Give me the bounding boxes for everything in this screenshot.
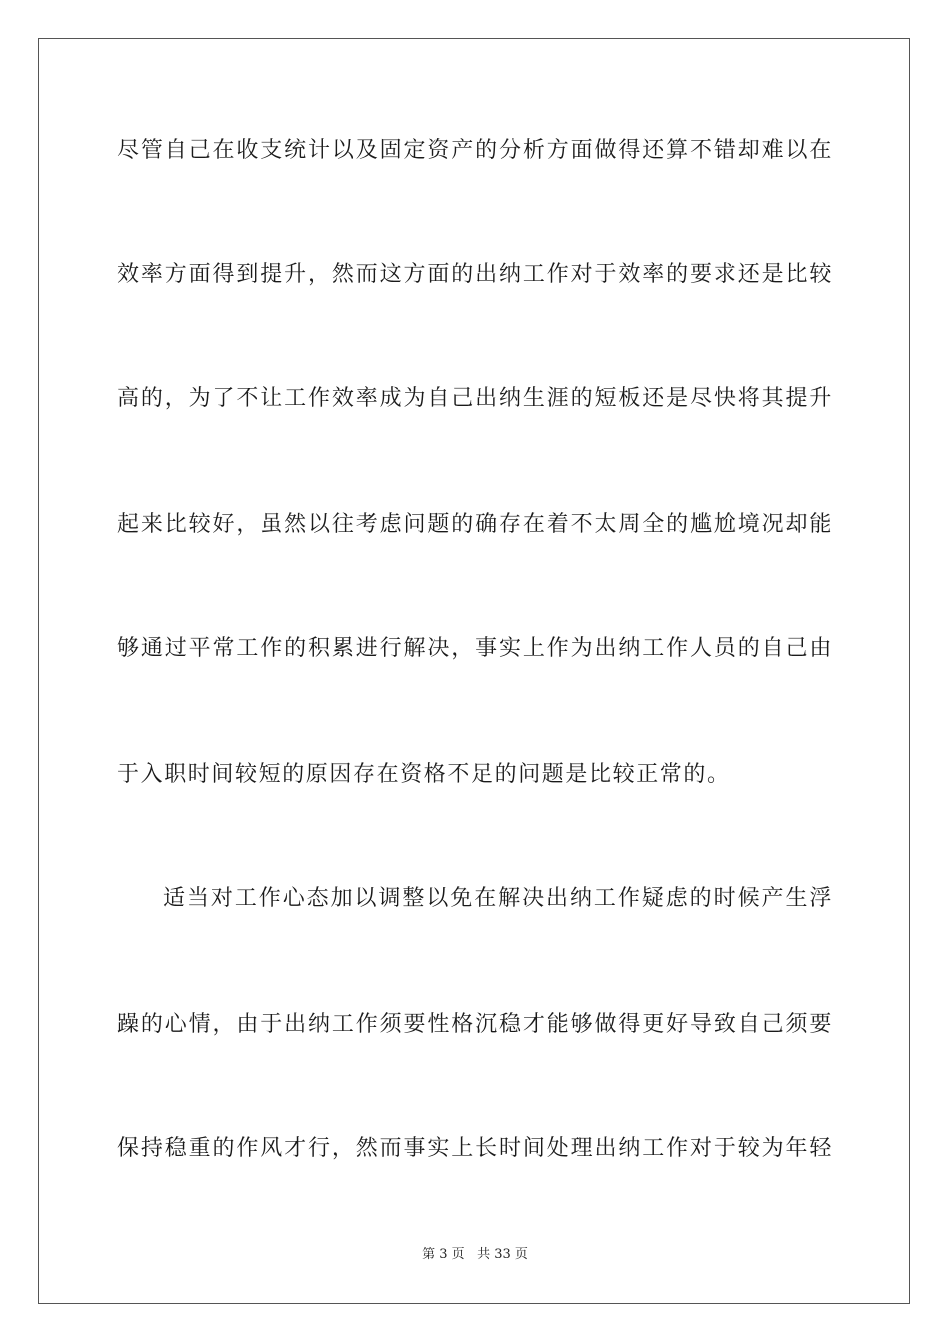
body-text-line: 起来比较好，虽然以往考虑问题的确存在着不太周全的尴尬境况却能 bbox=[117, 512, 833, 537]
paragraph-first-line: 适当对工作心态加以调整以免在解决出纳工作疑虑的时候产生浮 bbox=[163, 886, 833, 911]
body-text-line: 够通过平常工作的积累进行解决，事实上作为出纳工作人员的自己由 bbox=[117, 636, 833, 661]
body-text-line: 于入职时间较短的原因存在资格不足的问题是比较正常的。 bbox=[117, 762, 731, 787]
body-text-line: 效率方面得到提升，然而这方面的出纳工作对于效率的要求还是比较 bbox=[117, 262, 833, 287]
page-number: 第 3 页 bbox=[422, 1247, 465, 1262]
page-footer bbox=[0, 1246, 950, 1264]
body-text-line: 尽管自己在收支统计以及固定资产的分析方面做得还算不错却难以在 bbox=[117, 138, 833, 163]
page-border bbox=[38, 38, 910, 1304]
total-pages: 共 33 页 bbox=[477, 1247, 528, 1262]
body-text-line: 保持稳重的作风才行，然而事实上长时间处理出纳工作对于较为年轻 bbox=[117, 1136, 833, 1161]
body-text-line: 躁的心情，由于出纳工作须要性格沉稳才能够做得更好导致自己须要 bbox=[117, 1012, 833, 1037]
body-text-line: 高的，为了不让工作效率成为自己出纳生涯的短板还是尽快将其提升 bbox=[117, 386, 833, 411]
